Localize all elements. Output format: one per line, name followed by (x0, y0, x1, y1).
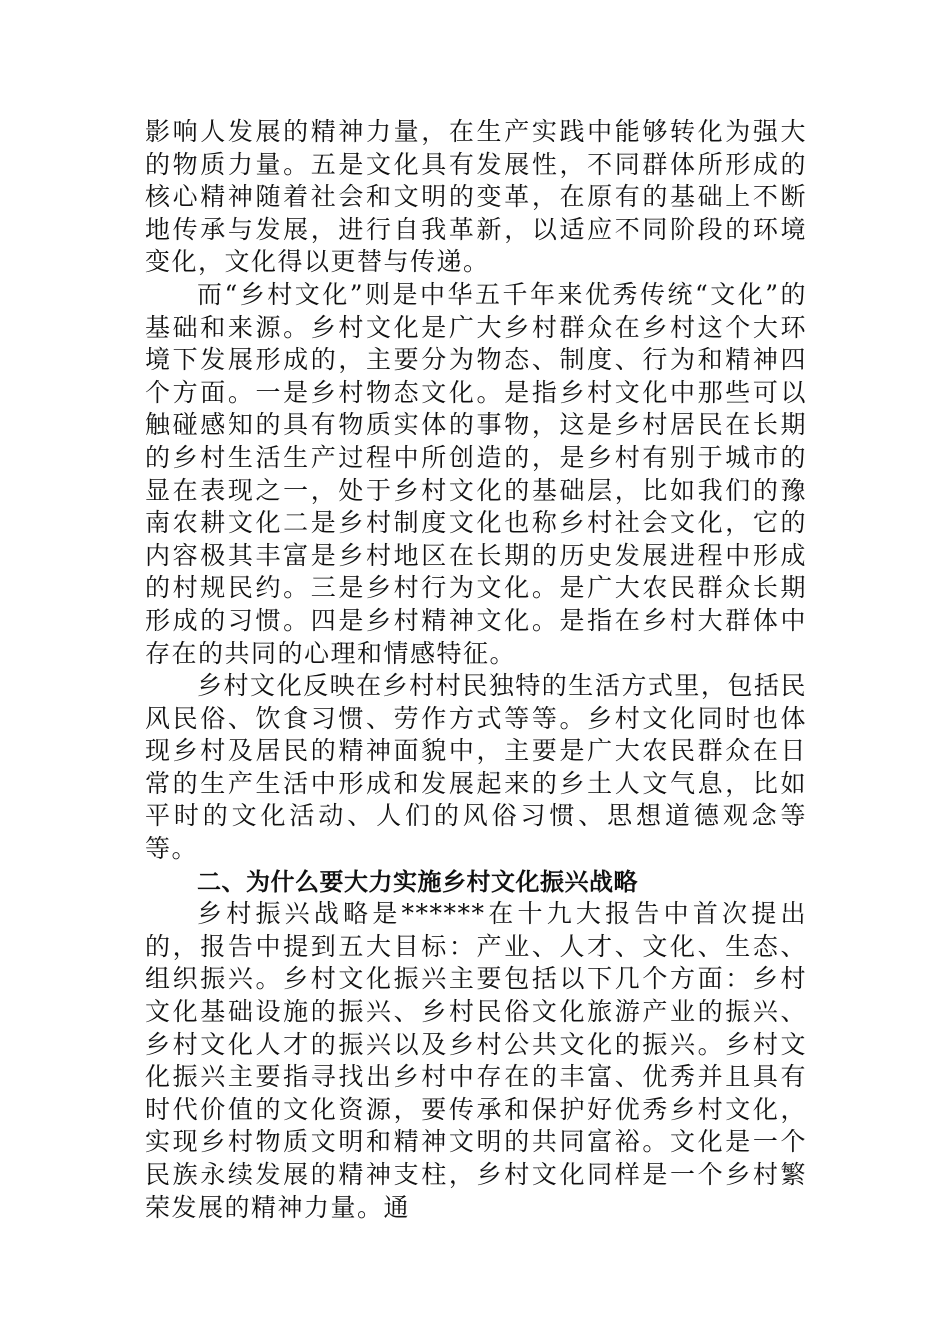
paragraph-continuation: 影响人发展的精神力量，在生产实践中能够转化为强大的物质力量。五是文化具有发展性，不同群体所形成的核心精神随着社会和文明的变革，在原有的基础上不断地传承与发展，进行自我革新，以适应不同阶段的环境变化，文化得以更替与传递。 (145, 117, 807, 277)
paragraph-rural-culture-lifestyle: 乡村文化反映在乡村村民独特的生活方式里，包括民风民俗、饮食习惯、劳作方式等等。乡村文化同时也体现乡村及居民的精神面貌中，主要是广大农民群众在日常的生产生活中形成和发展起来的乡土人文气息，比如平时的文化活动、人们的风俗习惯、思想道德观念等等。 (145, 671, 807, 864)
document-body (145, 116, 807, 1224)
section-heading: 二、为什么要大力实施乡村文化振兴战略 (197, 867, 638, 896)
paragraph-revitalization-strategy: 乡村振兴战略是******在十九大报告中首次提出的，报告中提到五大目标：产业、人才、文化、生态、组织振兴。乡村文化振兴主要包括以下几个方面：乡村文化基础设施的振兴、乡村民俗文化旅游产业的振兴、乡村文化人才的振兴以及乡村公共文化的振兴。乡村文化振兴主要指寻找出乡村中存在的丰富、优秀并且具有时代价值的文化资源，要传承和保护好优秀乡村文化，实现乡村物质文明和精神文明的共同富裕。文化是一个民族永续发展的精神支柱，乡村文化同样是一个乡村繁荣发展的精神力量。通 (145, 899, 807, 1222)
paragraph-rural-culture-definition: 而“乡村文化”则是中华五千年来优秀传统“文化”的基础和来源。乡村文化是广大乡村群众在乡村这个大环境下发展形成的，主要分为物态、制度、行为和精神四个方面。一是乡村物态文化。是指乡村文化中那些可以触碰感知的具有物质实体的事物，这是乡村居民在长期的乡村生活生产过程中所创造的，是乡村有别于城市的显在表现之一，处于乡村文化的基础层，比如我们的豫南农耕文化二是乡村制度文化也称乡村社会文化，它的内容极其丰富是乡村地区在长期的历史发展进程中形成的村规民约。三是乡村行为文化。是广大农民群众长期形成的习惯。四是乡村精神文化。是指在乡村大群体中存在的共同的心理和情感特征。 (145, 279, 807, 668)
